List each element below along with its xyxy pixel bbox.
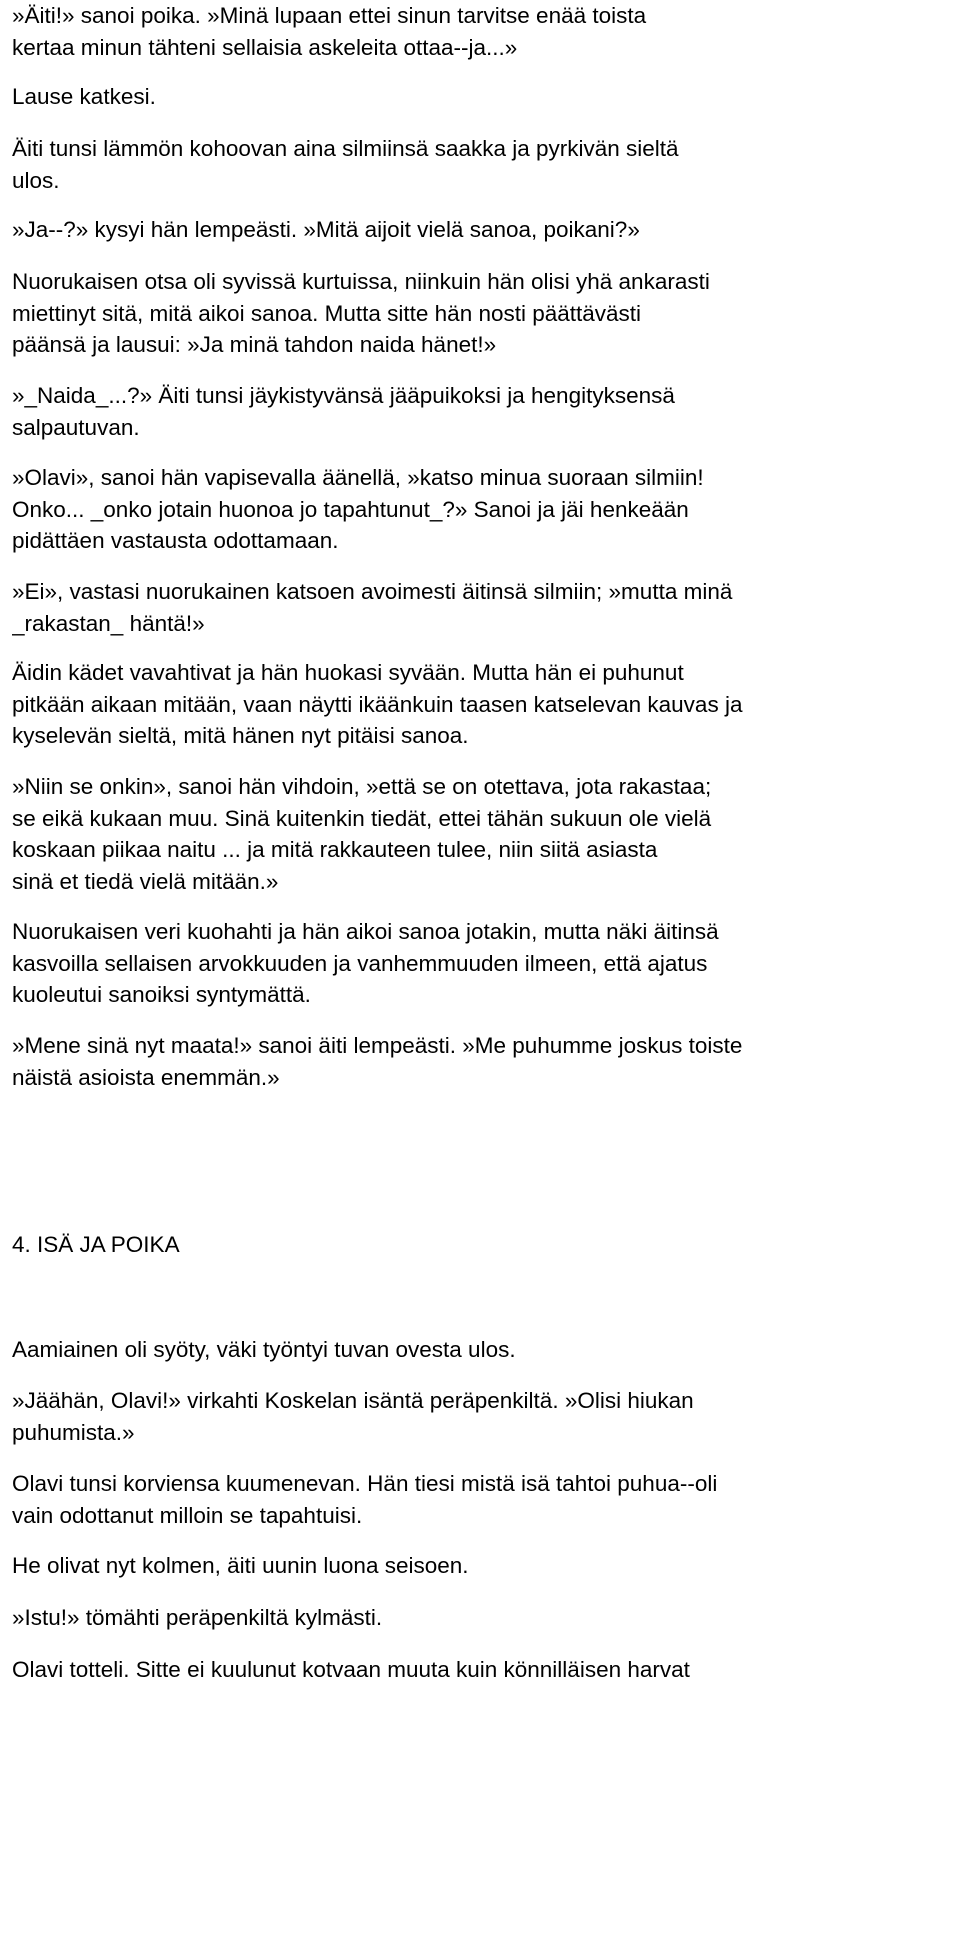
paragraph: [12, 1654, 947, 1686]
text-line: Nuorukaisen veri kuohahti ja hän aikoi sanoa jotakin, mutta näki äitinsä: [12, 919, 719, 944]
text-line: 4. ISÄ JA POIKA: [12, 1232, 180, 1257]
paragraph: [12, 214, 947, 246]
text-line: kertaa minun tähteni sellaisia askeleita ottaa--ja...»: [12, 34, 518, 60]
paragraph: [12, 380, 947, 443]
text-line: koskaan piikaa naitu ... ja mitä rakkauteen tulee, niin siitä asiasta: [12, 837, 658, 862]
text-line: »Olavi», sanoi hän vapisevalla äänellä, »katso minua suoraan silmiin!: [12, 465, 704, 490]
text-line: »Jäähän, Olavi!» virkahti Koskelan isäntä peräpenkiltä. »Olisi hiukan: [12, 1388, 694, 1413]
paragraph: [12, 81, 947, 113]
paragraph: [12, 1030, 947, 1093]
text-line: »Istu!» tömähti peräpenkiltä kylmästi.: [12, 1605, 383, 1630]
paragraph: [12, 771, 947, 897]
text-line: puhumista.»: [12, 1419, 135, 1445]
text-line: He olivat nyt kolmen, äiti uunin luona seisoen.: [12, 1553, 469, 1578]
text-line: ulos.: [12, 167, 60, 193]
text-line: näistä asioista enemmän.»: [12, 1064, 280, 1090]
text-line: _rakastan_ häntä!»: [12, 610, 205, 636]
chapter-heading: [12, 1229, 947, 1261]
paragraph: [12, 916, 947, 1011]
text-line: Onko... _onko jotain huonoa jo tapahtunut_?» Sanoi ja jäi henkeään: [12, 496, 689, 522]
text-line: Nuorukaisen otsa oli syvissä kurtuissa, niinkuin hän olisi yhä ankarasti: [12, 269, 710, 294]
paragraph: [12, 1602, 947, 1634]
paragraph: [12, 657, 947, 752]
text-line: kasvoilla sellaisen arvokkuuden ja vanhemmuuden ilmeen, että ajatus: [12, 950, 708, 976]
text-line: »Niin se onkin», sanoi hän vihdoin, »että se on otettava, jota rakastaa;: [12, 774, 712, 799]
paragraph: [12, 133, 947, 196]
text-line: se eikä kukaan muu. Sinä kuitenkin tiedät, ettei tähän sukuun ole vielä: [12, 805, 712, 831]
paragraph: [12, 266, 947, 361]
paragraph: [12, 1385, 947, 1448]
text-line: Olavi tunsi korviensa kuumenevan. Hän tiesi mistä isä tahtoi puhua--oli: [12, 1471, 718, 1496]
paragraph: [12, 0, 947, 63]
text-line: kuoleutui sanoiksi syntymättä.: [12, 982, 311, 1007]
document-page: [12, 0, 952, 1941]
text-line: »Ei», vastasi nuorukainen katsoen avoimesti äitinsä silmiin; »mutta minä: [12, 579, 733, 604]
text-line: »Mene sinä nyt maata!» sanoi äiti lempeästi. »Me puhumme joskus toiste: [12, 1033, 743, 1058]
text-line: Äidin kädet vavahtivat ja hän huokasi syvään. Mutta hän ei puhunut: [12, 660, 684, 685]
text-line: »Äiti!» sanoi poika. »Minä lupaan ettei sinun tarvitse enää toista: [12, 3, 647, 28]
text-line: sinä et tiedä vielä mitään.»: [12, 868, 279, 894]
text-line: Äiti tunsi lämmön kohoovan aina silmiinsä saakka ja pyrkivän sieltä: [12, 136, 679, 161]
text-line: Aamiainen oli syöty, väki työntyi tuvan ovesta ulos.: [12, 1337, 516, 1362]
text-line: salpautuvan.: [12, 414, 140, 440]
text-line: »Ja--?» kysyi hän lempeästi. »Mitä aijoit vielä sanoa, poikani?»: [12, 217, 640, 242]
text-line: vain odottanut milloin se tapahtuisi.: [12, 1502, 363, 1528]
text-line: kyselevän sieltä, mitä hänen nyt pitäisi sanoa.: [12, 723, 469, 748]
paragraph: [12, 462, 947, 557]
text-line: Olavi totteli. Sitte ei kuulunut kotvaan muuta kuin könnilläisen harvat: [12, 1657, 690, 1682]
text-line: päänsä ja lausui: »Ja minä tahdon naida hänet!»: [12, 332, 497, 357]
text-line: »_Naida_...?» Äiti tunsi jäykistyvänsä jääpuikoksi ja hengityksensä: [12, 383, 675, 408]
text-line: pitkään aikaan mitään, vaan näytti ikäänkuin taasen katselevan kauvas ja: [12, 691, 743, 717]
paragraph: [12, 1550, 947, 1582]
text-line: pidättäen vastausta odottamaan.: [12, 528, 339, 553]
paragraph: [12, 576, 947, 639]
text-line: miettinyt sitä, mitä aikoi sanoa. Mutta sitte hän nosti päättävästi: [12, 300, 642, 326]
paragraph: [12, 1334, 947, 1366]
text-line: Lause katkesi.: [12, 84, 156, 109]
paragraph: [12, 1468, 947, 1531]
